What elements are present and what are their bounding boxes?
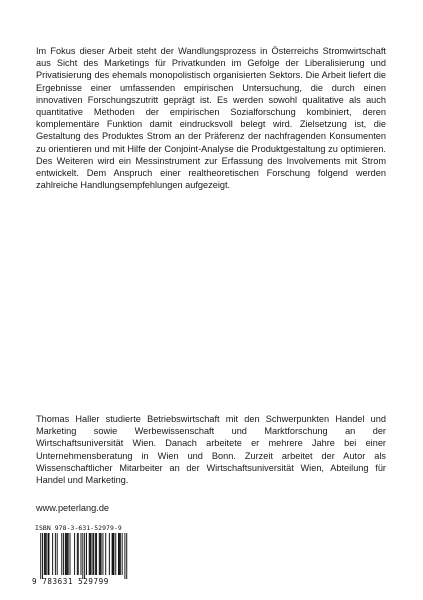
barcode-bar xyxy=(57,533,58,575)
barcode-bar xyxy=(91,533,92,575)
barcode-bar xyxy=(118,533,119,575)
author-biography: Thomas Haller studierte Betriebswirtschaft mit den Schwerpunkten Handel und Marketing sowie Werbewissenschaft und Marktforschung an der Wirtschaftsuniversität Wien. Danach arbeitete er mehrere Jahre bei einer Unternehmensberatung in Wien und Bonn. Zurzeit arbeitet der Autor als Wissenschaftlicher Mitarbeiter an der Wirtschaftsuniversität Wien, Abteilung für Handel und Marketing. xyxy=(36,414,386,486)
barcode-bar xyxy=(99,533,100,575)
barcode-bar xyxy=(100,533,101,575)
barcode-bar xyxy=(70,533,71,575)
barcode-bar xyxy=(122,533,123,575)
barcode-bar xyxy=(78,533,79,575)
barcode-bar xyxy=(119,533,120,575)
barcode-bar xyxy=(46,533,47,575)
barcode-bar xyxy=(84,533,85,579)
barcode-bar xyxy=(89,533,90,575)
barcode-bar xyxy=(45,533,46,575)
barcode-bar xyxy=(66,533,67,575)
barcode-bar xyxy=(61,533,62,575)
barcode-bar xyxy=(67,533,68,575)
barcode-bar xyxy=(92,533,93,575)
barcode-bar xyxy=(55,533,56,575)
barcode-bar xyxy=(52,533,53,575)
barcode-bar xyxy=(109,533,110,575)
barcode-bar xyxy=(44,533,45,575)
barcode-bar xyxy=(124,533,125,579)
barcode-bar xyxy=(81,533,82,575)
barcode-bar xyxy=(120,533,121,575)
barcode-bar xyxy=(86,533,87,575)
barcode-digits: 9 783631 529799 xyxy=(32,577,109,586)
barcode-bar xyxy=(48,533,49,575)
barcode-bar xyxy=(48,533,49,575)
barcode-bar xyxy=(102,533,103,575)
barcode-bar xyxy=(90,533,91,575)
book-abstract: Im Fokus dieser Arbeit steht der Wandlungsprozess in Österreichs Stromwirtschaft aus Sicht des Marketings für Privatkunden im Gefolge der Liberalisierung und Privatisierung des ehemals monopolistisch organisierten Sektors. Die Arbeit liefert die Ergebnisse einer umfassenden empirischen Untersuchung, die durch einen innovativen Forschungszutritt geprägt ist. Es werden sowohl qualitative als auch quantitative Methoden der empirischen Sozialforschung kombiniert, deren komplementäre Funktion damit eindrucksvoll belegt wird. Zielsetzung ist, die Gestaltung des Produktes Strom an der Präferenz der nachfragenden Konsumenten zu orientieren und mit Hilfe der Conjoint-Analyse die Produktgestaltung zu optimieren. Des Weiteren wird ein Messinstrument zur Erfassung des Involvements mit Strom entwickelt. Dem Anspruch einer realtheoretischen Forschung folgend werden zahlreiche Handlungsempfehlungen aufgezeigt. xyxy=(36,46,386,191)
barcode-bar xyxy=(65,533,66,575)
barcode-bar xyxy=(68,533,69,575)
barcode-bar xyxy=(96,533,97,575)
publisher-website: www.peterlang.de xyxy=(36,503,110,513)
barcode-graphic xyxy=(32,533,129,579)
isbn-label: ISBN 978-3-631-52979-9 xyxy=(35,524,122,532)
barcode-bar xyxy=(63,533,64,575)
barcode-bar xyxy=(74,533,75,575)
barcode-bar xyxy=(105,533,106,575)
barcode-bar xyxy=(82,533,83,579)
barcode-bar xyxy=(93,533,94,575)
barcode-bar xyxy=(42,533,43,579)
barcode-bar xyxy=(113,533,114,575)
barcode-bar xyxy=(101,533,102,575)
isbn-barcode-block xyxy=(32,524,129,588)
barcode-bar xyxy=(126,533,127,579)
barcode-bar xyxy=(115,533,116,575)
barcode-bar xyxy=(77,533,78,575)
barcode-bar xyxy=(40,533,41,579)
barcode-bar xyxy=(112,533,113,575)
barcode-bar xyxy=(95,533,96,575)
barcode-bar xyxy=(113,533,114,575)
